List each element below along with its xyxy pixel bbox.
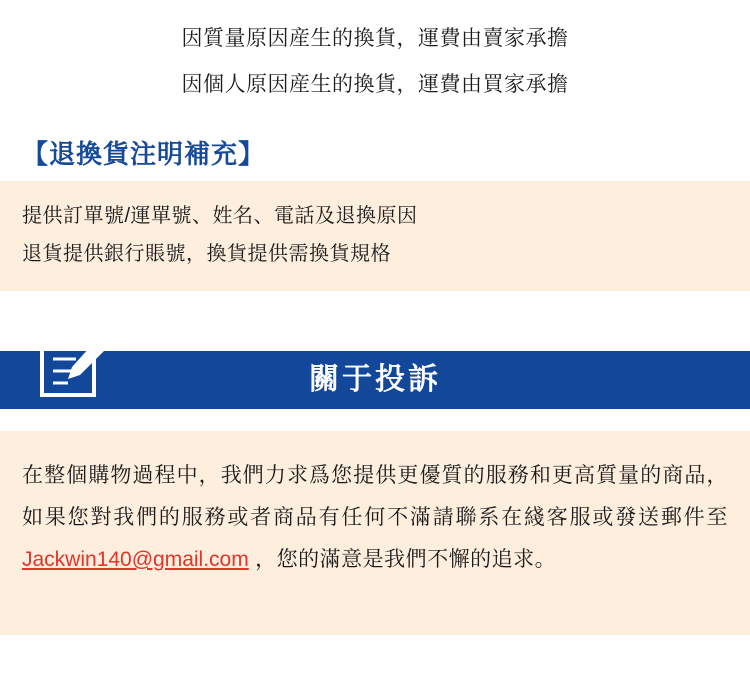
complaint-paragraph-part2: ，您的滿意是我們不懈的追求。 [248,548,557,571]
return-policy-line: 因質量原因産生的換貨，運費由賣家承擔 [181,27,569,50]
pencil-edit-icon [36,323,120,407]
complaint-paragraph [22,455,728,581]
note-section-block [0,181,750,291]
note-line: 提供訂單號/運單號、姓名、電話及退換原因 [22,205,418,227]
note-line: 退貨提供銀行賬號，換貨提供需換貨規格 [22,243,391,265]
support-email-link[interactable]: Jackwin140@gmail.com [22,548,249,571]
banner-title: 關于投訴 [309,363,441,396]
complaint-paragraph-part1: 在整個購物過程中，我們力求爲您提供更優質的服務和更高質量的商品，如果您對我們的服務或者商品有任何不滿請聯系在綫客服或發送郵件至 [22,464,728,529]
note-section-heading: 【退換貨注明補充】 [22,139,266,169]
complaint-text-block [0,431,750,635]
return-policy-line: 因個人原因産生的換貨，運費由買家承擔 [181,73,569,96]
return-policy-lines [0,0,750,108]
complaint-banner [0,351,750,409]
